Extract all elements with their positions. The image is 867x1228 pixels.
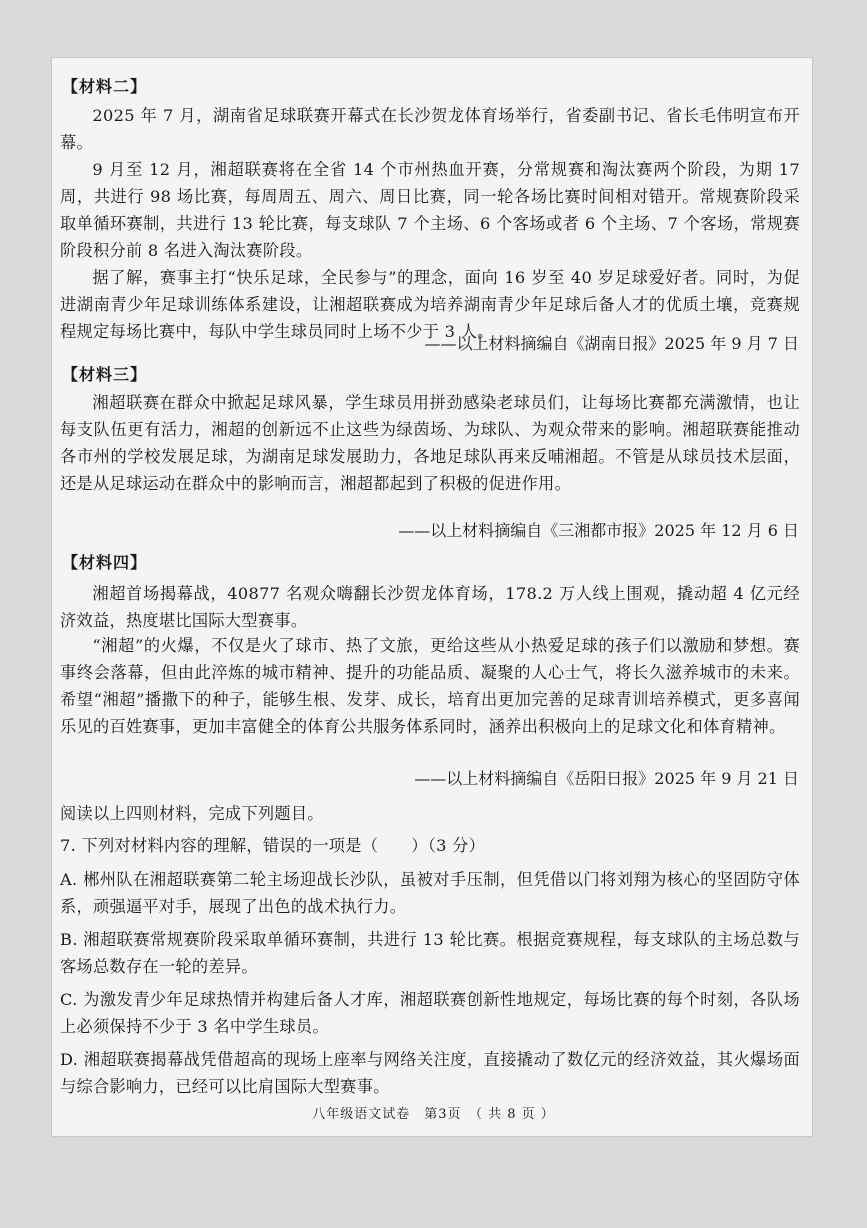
page-footer: 八年级语文试卷 第3页 （ 共 8 页 ） [312, 1107, 555, 1122]
question-stem: 7. 下列对材料内容的理解，错误的一项是（ ）（3 分） [60, 836, 486, 855]
option-c: C. 为激发青少年足球热情并构建后备人才库，湘超联赛创新性地规定，每场比赛的每个时刻，各队场上必须保持不少于 3 名中学生球员。 [60, 990, 800, 1036]
material2-para3: 据了解，赛事主打“快乐足球，全民参与”的理念，面向 16 岁至 40 岁足球爱好者。同时，为促进湖南青少年足球训练体系建设，让湘超联赛成为培养湖南青少年足球后备人才的优质土壤，竞赛规程规定每场比赛中，每队中学生球员同时上场不少于 3 人。 [60, 268, 800, 341]
material3-header: 【材料三】 [62, 365, 148, 384]
option-a: A. 郴州队在湘超联赛第二轮主场迎战长沙队，虽被对手压制，但凭借以门将刘翔为核心的坚固防守体系，顽强逼平对手，展现了出色的战术执行力。 [60, 870, 800, 916]
material2-para1: 2025 年 7 月，湖南省足球联赛开幕式在长沙贺龙体育场举行，省委副书记、省长毛伟明宣布开幕。 [60, 106, 800, 152]
material2-header: 【材料二】 [62, 77, 148, 96]
option-d: D. 湘超联赛揭幕战凭借超高的现场上座率与网络关注度，直接撬动了数亿元的经济效益，其火爆场面与综合影响力，已经可以比肩国际大型赛事。 [60, 1050, 800, 1096]
material4-source: ——以上材料摘编自《岳阳日报》2025 年 9 月 21 日 [414, 769, 799, 788]
material2-source: ——以上材料摘编自《湖南日报》2025 年 9 月 7 日 [424, 334, 799, 353]
material3-para1: 湘超联赛在群众中掀起足球风暴，学生球员用拼劲感染老球员们，让每场比赛都充满激情，也让每支队伍更有活力，湘超的创新远不止这些为绿茵场、为球队、为观众带来的影响。湘超联赛能推动各市州的学校发展足球，为湖南足球发展助力，各地足球队再来反哺湘超。不管是从球员技术层面，还是从足球运动在群众中的影响而言，湘超都起到了积极的促进作用。 [60, 393, 800, 493]
material4-para2: “湘超”的火爆，不仅是火了球市、热了文旅，更给这些从小热爱足球的孩子们以激励和梦想。赛事终会落幕，但由此淬炼的城市精神、提升的功能品质、凝聚的人心士气，将长久滋养城市的未来。希望“湘超”播撒下的种子，能够生根、发芽、成长，培育出更加完善的足球青训培养模式，更多喜闻乐见的百姓赛事，更加丰富健全的体育公共服务体系同时，涵养出积极向上的足球文化和体育精神。 [60, 636, 800, 736]
option-b: B. 湘超联赛常规赛阶段采取单循环赛制，共进行 13 轮比赛。根据竞赛规程，每支球队的主场总数与客场总数存在一轮的差异。 [60, 930, 800, 976]
material2-para2: 9 月至 12 月，湘超联赛将在全省 14 个市州热血开赛，分常规赛和淘汰赛两个阶段，为期 17 周，共进行 98 场比赛，每周周五、周六、周日比赛，同一轮各场比赛时间相对错开。常规赛阶段采取单循环赛制，共进行 13 轮比赛，每支球队 7 个主场、6 个客场或者 6 个主场、7 个客场，常规赛阶段积分前 8 名进入淘汰赛阶段。 [60, 160, 800, 260]
material3-source: ——以上材料摘编自《三湘都市报》2025 年 12 月 6 日 [398, 521, 799, 540]
material4-para1: 湘超首场揭幕战，40877 名观众嗨翻长沙贺龙体育场，178.2 万人线上围观，撬动超 4 亿元经济效益，热度堪比国际大型赛事。 [60, 584, 800, 630]
instruction-text: 阅读以上四则材料，完成下列题目。 [60, 804, 324, 823]
material4-header: 【材料四】 [62, 553, 148, 572]
